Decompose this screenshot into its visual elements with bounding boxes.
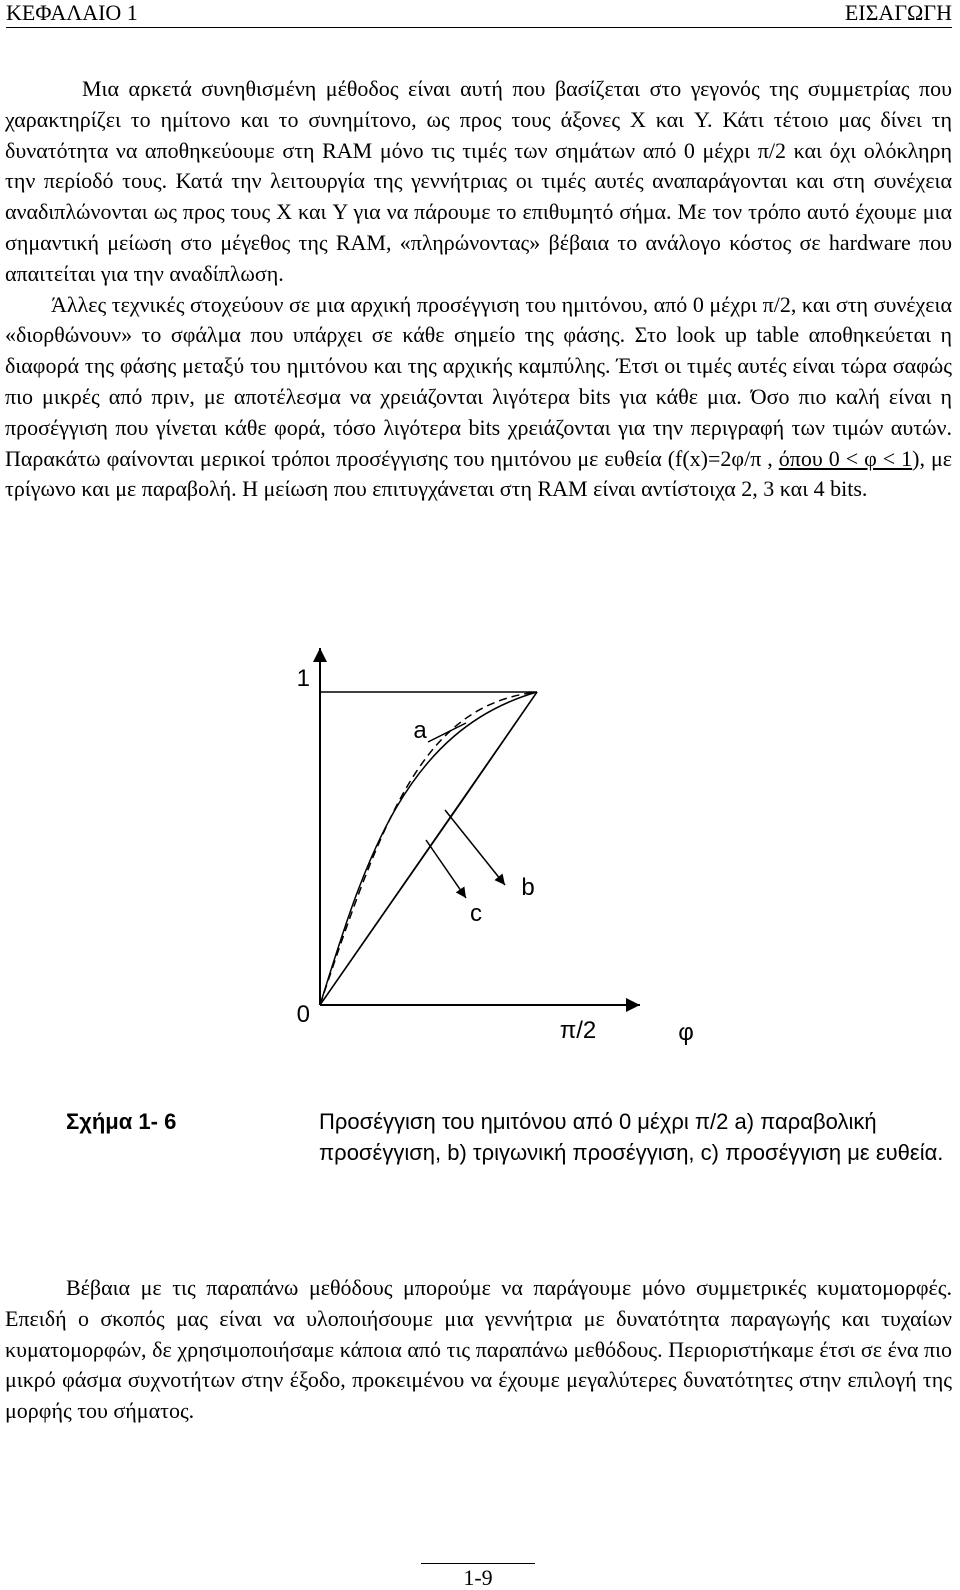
paragraph-2-underlined: όπου 0 < φ < 1 [778,445,913,471]
paragraph-1: Μια αρκετά συνηθισμένη μέθοδος είναι αυτή που βασίζεται στο γεγονός της συμμετρίας που χαρακτηρίζει το ημίτονο και το συνημίτονο, ως προς τους άξονες X και Y. Κάτι τέτοιο μας δίνει τη δυνατότητα να αποθηκεύουμε στη RAM μόνο τις τιμές των σημάτων από 0 μέχρι π/2 και όχι ολόκληρη την περίοδό τους. Κατά την λειτουργία της γεννήτριας οι τιμές αυτές αναπαράγονται και στη συνέχεια αναδιπλώνονται ως προς τους X και Y για να πάρουμε το επιθυμητό σήμα. Με τον τρόπο αυτό έχουμε μια σημαντική μείωση στο μέγεθος της RAM, «πληρώνοντας» βέβαια το ανάλογο κόστος σε hardware που απαιτείται για την αναδίπλωση. [5,76,952,286]
label-b: b [521,874,535,901]
section-title: ΕΙΣΑΓΩΓΗ [844,0,952,25]
body-text-bottom [5,1273,952,1427]
body-text-top [5,74,952,505]
paragraph-3: Βέβαια με τις παραπάνω μεθόδους μπορούμε να παράγουμε μόνο συμμετρικές κυματομορφές. Επειδή ο σκοπός μας είναι να υλοποιήσουμε μια γεννήτρια με δυνατότητα παραγωγής και τυχαίων κυματομορφών, δε χρησιμοποιήσαμε κάποια από τις παραπάνω μεθόδους. Περιοριστήκαμε έτσι σε ένα πιο μικρό φάσμα συχνοτήτων στην έξοδο, προκειμένου να έχουμε μεγαλύτερες δυνατότητες στην επιλογή της μορφής του σήματος. [5,1275,952,1424]
x-tick-pi-half: π/2 [559,1017,597,1044]
arrow-b [445,810,505,885]
page-header [6,0,952,28]
y-tick-1: 1 [296,665,310,692]
arrow-c [426,840,466,898]
footer-rule [421,1563,535,1564]
label-c: c [470,900,482,927]
x-axis-phi: φ [678,1019,694,1046]
label-a: a [413,717,427,744]
sine-approximation-figure [0,630,960,1080]
page-number: 1-9 [463,1565,493,1590]
figure-caption-text: Προσέγγιση του ημιτόνου από 0 μέχρι π/2 a) παραβολική προσέγγιση, b) τριγωνική προσέγγιση, c) προσέγγιση με ευθεία. [319,1109,944,1165]
paragraph-2 [5,290,952,506]
curve-b-triangle [320,692,537,1005]
header-rule [6,27,952,28]
arrow-a [428,723,466,742]
figure-caption-label: Σχήμα 1- 6 [66,1109,177,1134]
origin-label: 0 [296,1001,310,1028]
paragraph-2-start: Άλλες τεχνικές στοχεύουν σε μια αρχική προσέγγιση του ημιτόνου, από 0 μέχρι π/2, και στη συνέχεια «διορθώνουν» το σφάλμα που υπάρχει σε κάθε σημείο της φάσης. Στο look up table αποθηκεύεται η διαφορά της φάσης μεταξύ του ημιτόνου και της αρχικής καμπύλης. Έτσι οι τιμές αυτές είναι τώρα σαφώς πιο μικρές από πριν, με αποτέλεσμα να χρειάζονται λιγότερα bits για κάθε μια. Όσο πιο καλή είναι η προσέγγιση που γίνεται κάθε φορά, τόσο λιγότερα bits χρειάζονται για την περιγραφή των τιμών αυτών. Παρακάτω φαίνονται μερικοί τρόποι προσέγγισης του ημιτόνου με ευθεία (f(x)=2φ/π , [5,291,952,471]
chapter-title: ΚΕΦΑΛΑΙΟ 1 [6,0,138,25]
paragraph-2-end: ), με τρίγωνο και με παραβολή. Η μείωση που επιτυγχάνεται στη RAM είναι αντίστοιχα 2, 3 και 4 bits. [5,445,953,502]
